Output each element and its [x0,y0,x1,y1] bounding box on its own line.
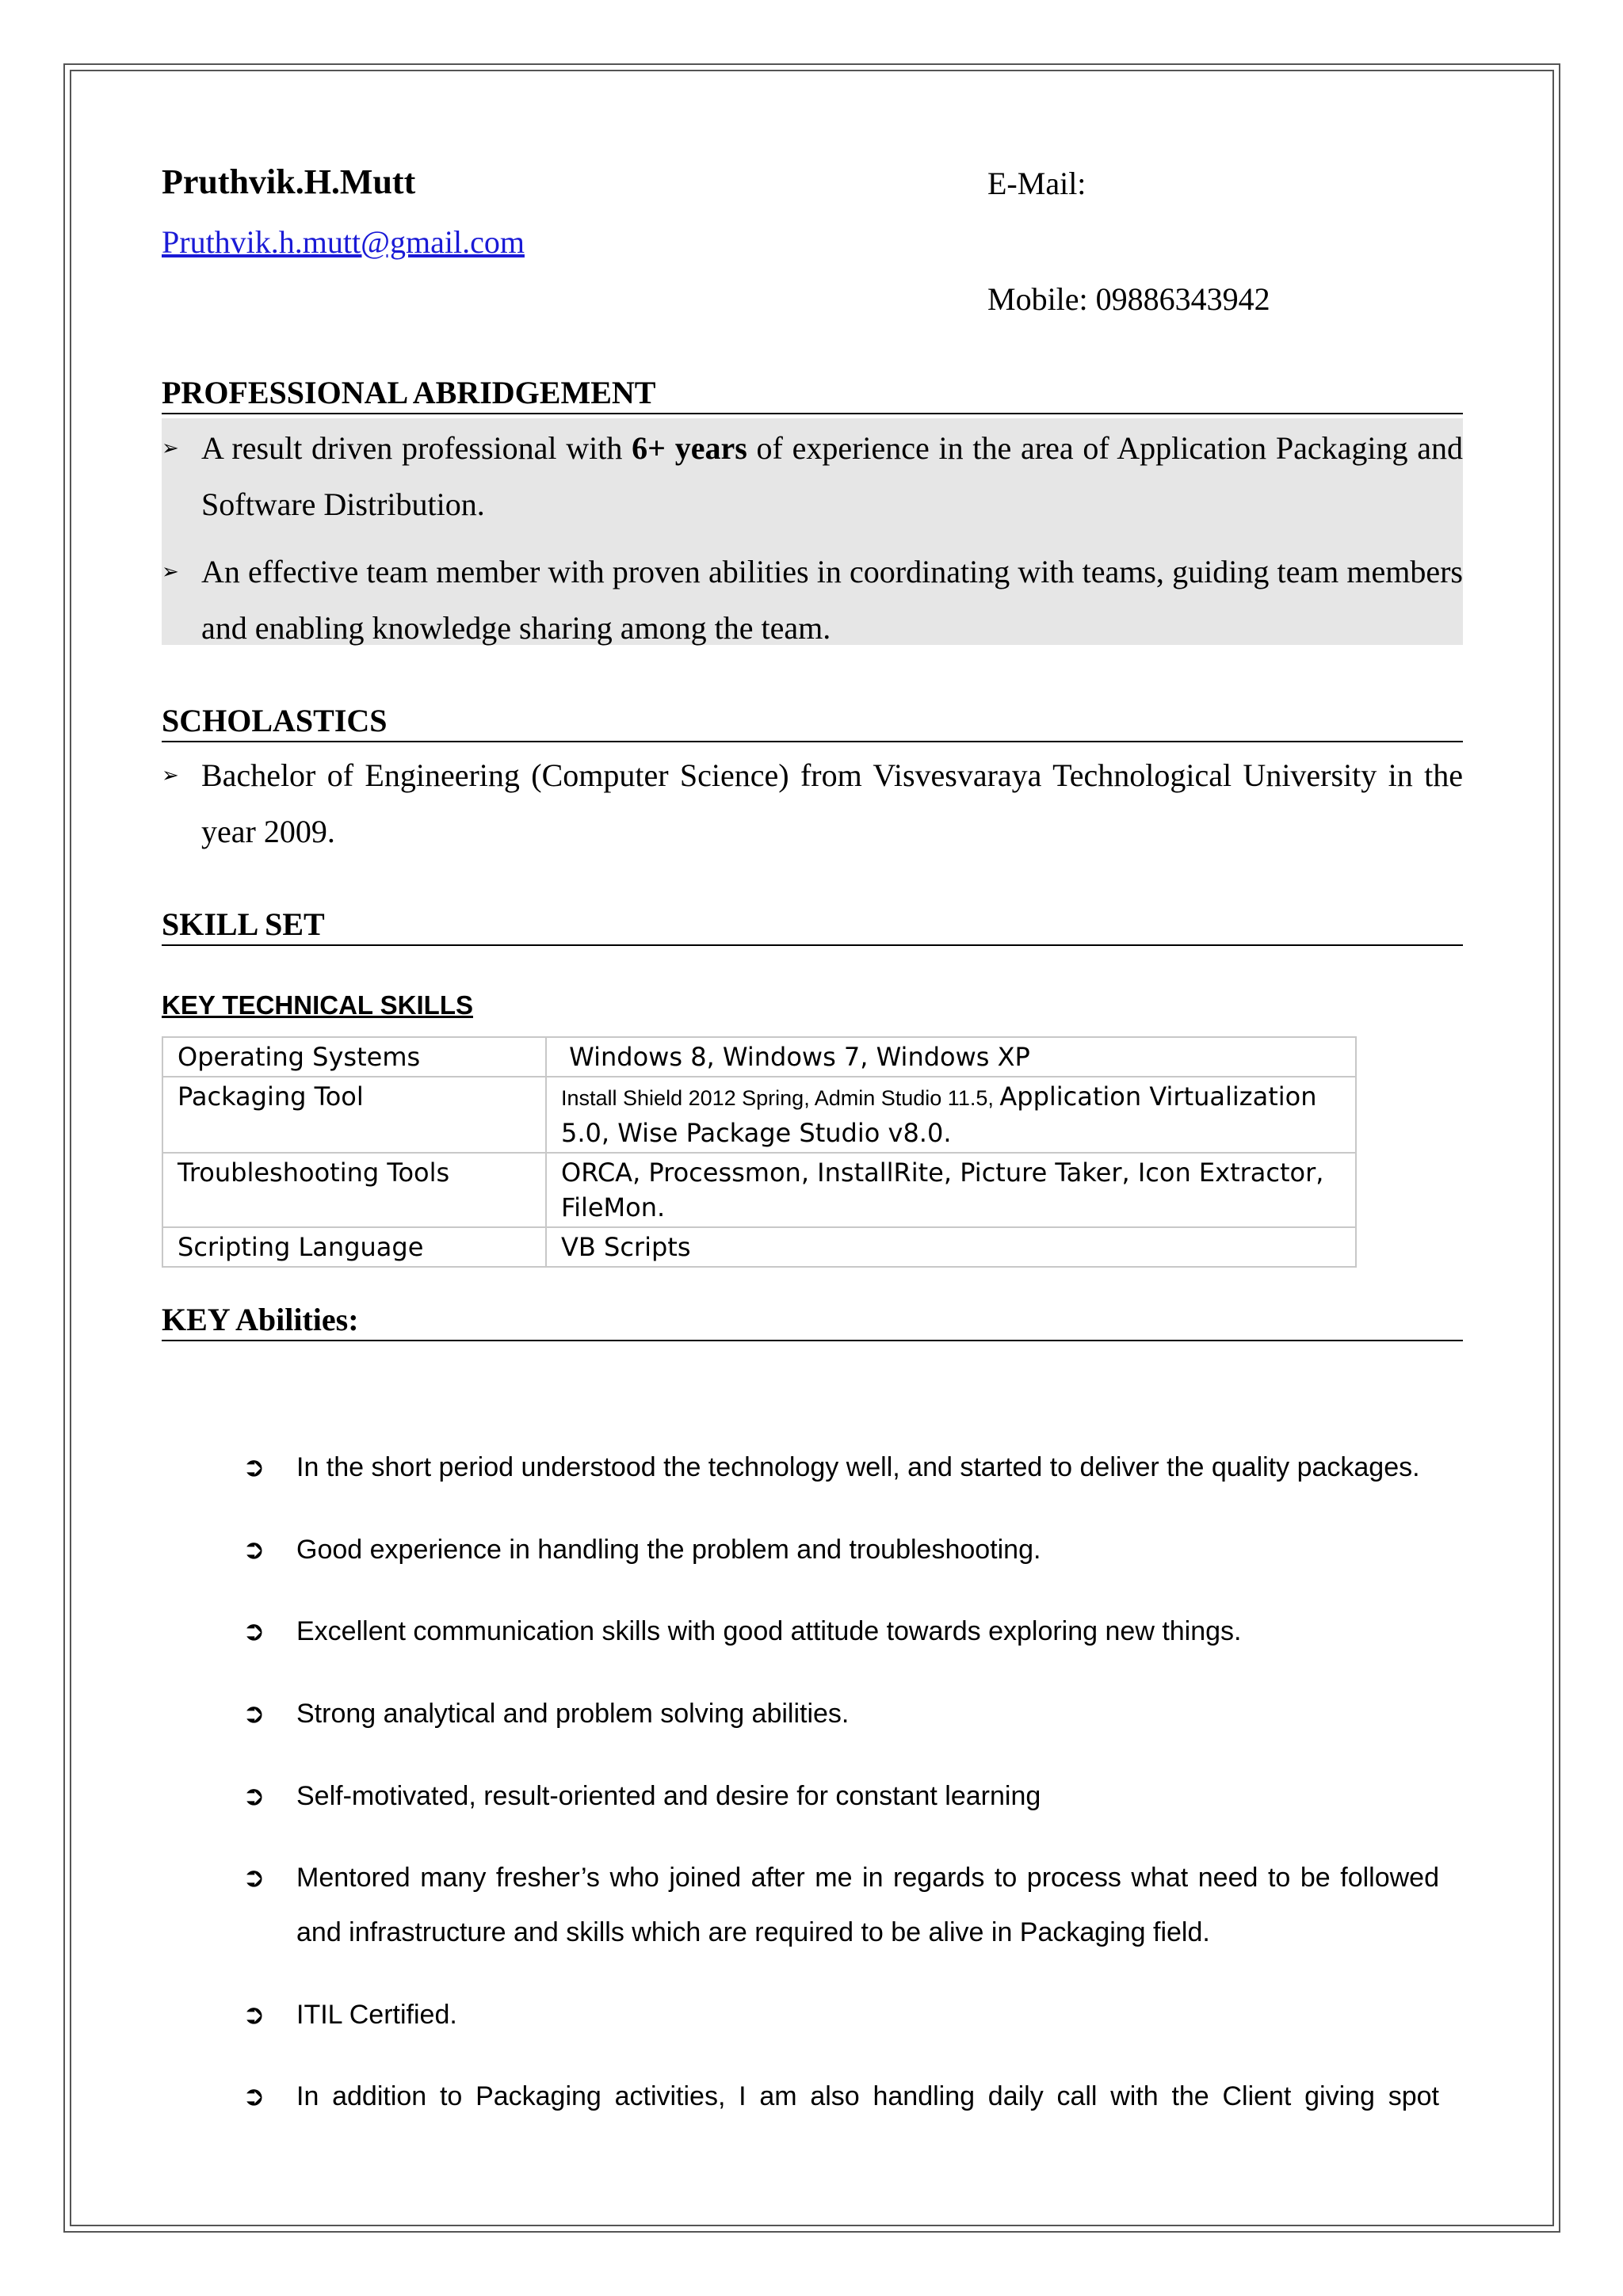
table-row [162,1037,1356,1077]
table-cell-label: Packaging Tool [162,1077,546,1153]
right-arrow-bullet-icon: ➲ [242,1781,265,1811]
list-item [242,1604,1439,1659]
right-arrow-bullet-icon: ➲ [242,2000,265,2030]
list-item-text: Good experience in handling the problem and troubleshooting. [296,1535,1041,1565]
table-cell-label: Troubleshooting Tools [162,1153,546,1227]
right-arrow-bullet-icon: ➲ [242,1452,265,1482]
right-arrow-bullet-icon: ➲ [242,1616,265,1646]
list-item [242,1523,1439,1577]
section-title-key-abilities: KEY Abilities: [162,1301,1463,1341]
list-item [242,1851,1439,1960]
mobile-number: Mobile: 09886343942 [987,281,1270,317]
list-item-text: Self-motivated, result-oriented and desire for constant learning [296,1781,1041,1811]
list-item [242,1687,1439,1741]
list-item-text: In addition to Packaging activities, I am also handling daily call with the Client giving spot [296,2081,1439,2111]
list-item [162,543,1463,656]
list-item [162,747,1463,860]
arrowhead-bullet-icon: ➢ [162,437,179,460]
list-item [242,1988,1439,2042]
list-item [242,1769,1439,1824]
right-arrow-bullet-icon: ➲ [242,1863,265,1893]
list-item-text: Mentored many fresher’s who joined after me in regards to process what need to be followed and infrastructure and skills which are required to be alive in Packaging field. [296,1863,1439,1947]
email-link[interactable]: Pruthvik.h.mutt@gmail.com [162,224,525,260]
list-item-text: Excellent communication skills with good attitude towards exploring new things. [296,1616,1242,1646]
list-item-text: A result driven professional with 6+ years of experience in the area of Application Packaging and Software Distribution. [201,430,1463,522]
section-title-skill-set: SKILL SET [162,906,1463,946]
table-row [162,1077,1356,1153]
section-title-scholastics: SCHOLASTICS [162,702,1463,742]
subsection-title-key-technical-skills: KEY TECHNICAL SKILLS [162,990,473,1020]
right-arrow-bullet-icon: ➲ [242,1699,265,1729]
list-item-text: An effective team member with proven abilities in coordinating with teams, guiding team members and enabling knowledge sharing among the team. [201,554,1463,646]
section-title-professional-abridgement: PROFESSIONAL ABRIDGEMENT [162,374,1463,414]
table-cell-value: VB Scripts [546,1227,1356,1267]
list-item [242,2069,1439,2124]
table-cell-value: Windows 8, Windows 7, Windows XP [546,1037,1356,1077]
table-cell-label: Operating Systems [162,1037,546,1077]
table-cell-value: ORCA, Processmon, InstallRite, Picture Taker, Icon Extractor, FileMon. [546,1153,1356,1227]
list-item [162,420,1463,532]
list-item-text: Strong analytical and problem solving abilities. [296,1699,850,1729]
table-cell-value: Install Shield 2012 Spring, Admin Studio 11.5, Application Virtualization 5.0, Wise Package Studio v8.0. [546,1077,1356,1153]
table-cell-label: Scripting Language [162,1227,546,1267]
list-item-text: Bachelor of Engineering (Computer Science) from Visvesvaraya Technological University in the year 2009. [201,757,1463,849]
list-item-text: ITIL Certified. [296,2000,457,2030]
table-row [162,1227,1356,1267]
arrowhead-bullet-icon: ➢ [162,560,179,583]
table-row [162,1153,1356,1227]
right-arrow-bullet-icon: ➲ [242,1535,265,1565]
right-arrow-bullet-icon: ➲ [242,2081,265,2111]
arrowhead-bullet-icon: ➢ [162,764,179,787]
list-item-text: In the short period understood the technology well, and started to deliver the quality packages. [296,1452,1420,1482]
email-label: E-Mail: [987,166,1086,201]
candidate-name: Pruthvik.H.Mutt [162,162,416,201]
list-item [242,1440,1439,1495]
skills-table [162,1036,1357,1268]
